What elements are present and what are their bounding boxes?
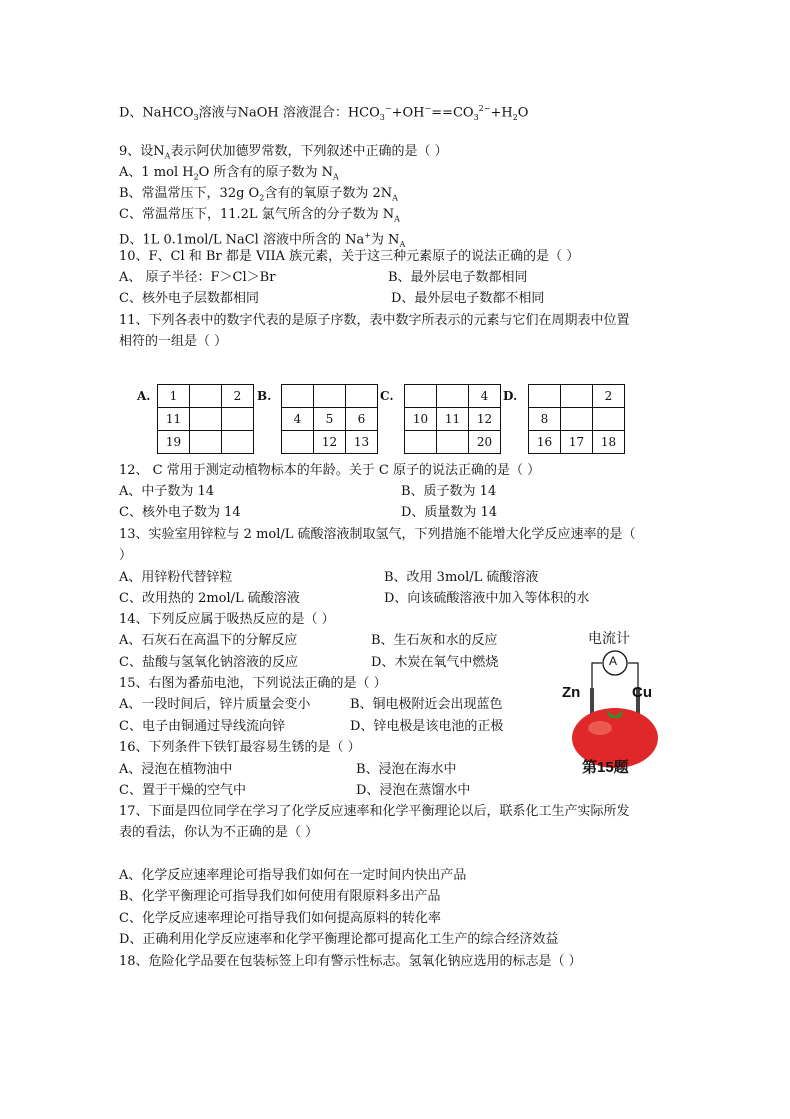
- cell: [561, 385, 593, 408]
- q11-stem-line1: 11、下列各表中的数字代表的是原子序数，表中数字所表示的元素与它们在周期表中位置: [119, 313, 630, 328]
- cell: 18: [593, 431, 625, 454]
- cell: 12: [314, 431, 346, 454]
- q15-option-d: D、锌电极是该电池的正极: [350, 719, 504, 734]
- cell: 11: [437, 408, 469, 431]
- cell: [190, 408, 222, 431]
- cell: [346, 385, 378, 408]
- cell: [282, 385, 314, 408]
- q8-option-d: D、NaHCO$_3$溶液与NaOH 溶液混合：$HCO_3^-+OH^-==CO_3^{2-}+H_2O$: [119, 104, 529, 122]
- cell: [222, 431, 254, 454]
- q9-option-d: D、1L 0.1mol/L NaCl 溶液中所含的 Na+为 $N_A$: [119, 231, 406, 249]
- q14-stem: 14、下列反应属于吸热反应的是（ ）: [119, 612, 335, 627]
- q11-label-d: D.: [503, 389, 518, 403]
- cell: [437, 385, 469, 408]
- q9-option-a: A、1 mol $H_2O$ 所含有的原子数为 $N_A$: [119, 165, 339, 182]
- q16-option-b: B、浸泡在海水中: [356, 762, 457, 777]
- q12-option-a: A、中子数为 14: [119, 484, 215, 499]
- cell: 13: [346, 431, 378, 454]
- q15-stem: 15、右图为番茄电池，下列说法正确的是（ ）: [119, 676, 387, 691]
- q14-option-b: B、生石灰和水的反应: [371, 633, 498, 648]
- q15-option-a: A、一段时间后，锌片质量会变小: [119, 697, 311, 712]
- cell: [282, 431, 314, 454]
- cell: 10: [405, 408, 437, 431]
- q16-stem: 16、下列条件下铁钉最容易生锈的是（ ）: [119, 740, 361, 755]
- q11-table-d: [528, 384, 625, 454]
- q13-option-b: B、改用 3mol/L 硫酸溶液: [384, 570, 539, 585]
- cell: [222, 408, 254, 431]
- q10-option-c: C、核外电子层数都相同: [119, 291, 259, 306]
- meter-title: 电流计: [588, 631, 630, 647]
- q17-option-b: B、化学平衡理论可指导我们如何使用有限原料多出产品: [119, 889, 441, 904]
- zn-label: Zn: [562, 684, 581, 701]
- cell: [190, 431, 222, 454]
- q13-stem-line2: ）: [119, 548, 133, 563]
- cell: 16: [529, 431, 561, 454]
- q13-option-c: C、改用热的 2mol/L 硫酸溶液: [119, 591, 300, 606]
- cell: 1: [158, 385, 190, 408]
- cell: [405, 385, 437, 408]
- q9-option-b: B、常温常压下，32g $O_2$含有的氧原子数为 $2N_A$: [119, 186, 398, 203]
- q17-option-c: C、化学反应速率理论可指导我们如何提高原料的转化率: [119, 911, 441, 926]
- q9-stem: 9、设$N_A$表示阿伏加德罗常数，下列叙述中正确的是（ ）: [119, 144, 448, 161]
- q13-option-a: A、用锌粉代替锌粒: [119, 570, 233, 585]
- cell: 2: [222, 385, 254, 408]
- q10-option-d: D、最外层电子数都不相同: [391, 291, 545, 306]
- q17-stem-line1: 17、下面是四位同学在学习了化学反应速率和化学平衡理论以后，联系化工生产实际所发: [119, 804, 630, 819]
- q15-option-c: C、电子由铜通过导线流向锌: [119, 719, 285, 734]
- q14-option-d: D、木炭在氧气中燃烧: [371, 655, 499, 670]
- cell: 11: [158, 408, 190, 431]
- figure-caption: 第15题: [582, 759, 629, 776]
- q10-option-b: B、最外层电子数都相同: [388, 270, 528, 285]
- q10-stem: 10、F、Cl 和 Br 都是 VIIA 族元素，关于这三种元素原子的说法正确的是（ ）: [119, 249, 580, 264]
- q11-label-a: A.: [137, 389, 151, 403]
- q12-stem: 12、 C 常用于测定动植物标本的年龄。关于 C 原子的说法正确的是（ ）: [119, 463, 541, 478]
- q14-option-c: C、盐酸与氢氧化钠溶液的反应: [119, 655, 298, 670]
- cell: [561, 408, 593, 431]
- q14-option-a: A、石灰石在高温下的分解反应: [119, 633, 298, 648]
- cell: 6: [346, 408, 378, 431]
- q16-option-d: D、浸泡在蒸馏水中: [356, 783, 471, 798]
- cell: 19: [158, 431, 190, 454]
- cell: [529, 385, 561, 408]
- q12-option-d: D、质量数为 14: [401, 505, 498, 520]
- q11-table-c: [404, 384, 501, 454]
- q12-option-b: B、质子数为 14: [401, 484, 497, 499]
- q13-stem-line1: 13、实验室用锌粒与 2 mol/L 硫酸溶液制取氢气，下列措施不能增大化学反应速率的是（: [119, 527, 636, 542]
- cell: 17: [561, 431, 593, 454]
- cell: [190, 385, 222, 408]
- q17-option-d: D、正确利用化学反应速率和化学平衡理论都可提高化工生产的综合经济效益: [119, 932, 559, 947]
- cell: 2: [593, 385, 625, 408]
- cell: 4: [282, 408, 314, 431]
- q11-table-a: [157, 384, 254, 454]
- q10-option-a: A、 原子半径：F＞Cl＞Br: [119, 270, 276, 285]
- cell: [437, 431, 469, 454]
- q17-option-a: A、化学反应速率理论可指导我们如何在一定时间内快出产品: [119, 868, 467, 883]
- cell: [593, 408, 625, 431]
- q13-option-d: D、向该硫酸溶液中加入等体积的水: [384, 591, 590, 606]
- q9-option-c: C、常温常压下，11.2L 氯气所含的分子数为 $N_A$: [119, 207, 400, 224]
- q11-label-b: B.: [257, 389, 272, 403]
- tomato-battery-figure: [560, 628, 670, 778]
- cell: 4: [469, 385, 501, 408]
- q16-option-a: A、浸泡在植物油中: [119, 762, 233, 777]
- q17-stem-line2: 表的看法，你认为不正确的是（ ）: [119, 825, 319, 840]
- q11-label-c: C.: [380, 389, 394, 403]
- cell: [314, 385, 346, 408]
- q11-table-b: [281, 384, 378, 454]
- q11-stem-line2: 相符的一组是（ ）: [119, 334, 228, 349]
- cell: 20: [469, 431, 501, 454]
- cell: 8: [529, 408, 561, 431]
- cu-label: Cu: [632, 684, 652, 701]
- q15-option-b: B、铜电极附近会出现蓝色: [350, 697, 503, 712]
- cell: [405, 431, 437, 454]
- meter-symbol: A: [609, 654, 618, 668]
- cell: 12: [469, 408, 501, 431]
- cell: 5: [314, 408, 346, 431]
- q12-option-c: C、核外电子数为 14: [119, 505, 241, 520]
- q18-stem: 18、危险化学品要在包装标签上印有警示性标志。氢氧化钠应选用的标志是（ ）: [119, 954, 582, 969]
- q16-option-c: C、置于干燥的空气中: [119, 783, 246, 798]
